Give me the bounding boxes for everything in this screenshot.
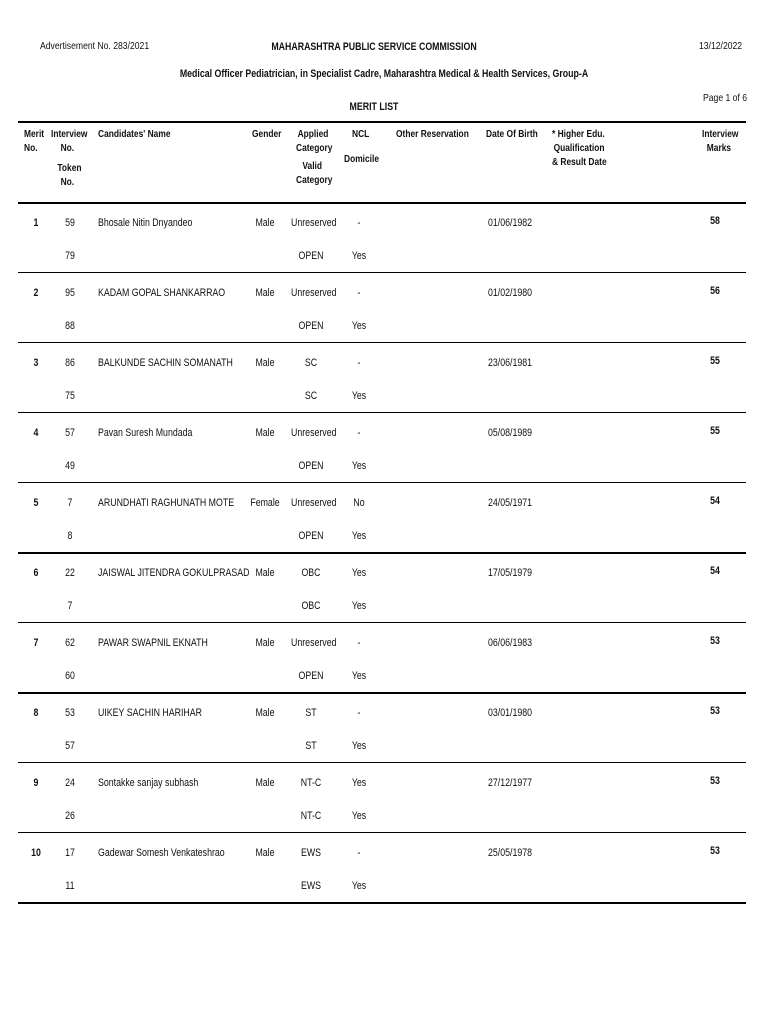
cell-name: Pavan Suresh Mundada bbox=[98, 427, 193, 439]
cell-merit: 5 bbox=[33, 497, 39, 509]
col-higher-line1: * Higher Edu. bbox=[552, 128, 605, 140]
cell-gender: Male bbox=[255, 217, 275, 229]
cell-domicile: Yes bbox=[351, 390, 367, 402]
cell-merit: 7 bbox=[33, 637, 39, 649]
cell-applied: ST bbox=[305, 707, 317, 719]
cell-dob: 23/06/1981 bbox=[487, 357, 533, 369]
cell-name: ARUNDHATI RAGHUNATH MOTE bbox=[98, 497, 235, 509]
cell-token: 26 bbox=[65, 810, 75, 822]
col-interview-line1: Interview bbox=[51, 128, 88, 140]
page-indicator: Page 1 of 6 bbox=[703, 92, 748, 104]
cell-domicile: Yes bbox=[351, 880, 367, 892]
cell-marks: 58 bbox=[710, 215, 720, 227]
document-date: 13/12/2022 bbox=[699, 40, 743, 52]
cell-gender: Male bbox=[255, 357, 275, 369]
cell-valid: SC bbox=[304, 390, 318, 402]
col-merit bbox=[24, 127, 44, 155]
row-divider bbox=[18, 692, 746, 694]
col-marks-line1: Interview bbox=[702, 128, 739, 140]
cell-interview: 95 bbox=[65, 287, 75, 299]
cell-domicile: Yes bbox=[351, 670, 367, 682]
row-divider bbox=[18, 482, 746, 483]
cell-name: UIKEY SACHIN HARIHAR bbox=[98, 707, 202, 719]
cell-interview: 57 bbox=[65, 427, 75, 439]
cell-applied: EWS bbox=[300, 847, 322, 859]
cell-name: PAWAR SWAPNIL EKNATH bbox=[98, 637, 208, 649]
cell-interview: 22 bbox=[65, 567, 75, 579]
col-domicile: Domicile bbox=[344, 153, 380, 165]
col-interview bbox=[51, 127, 87, 189]
row-divider bbox=[18, 622, 746, 623]
cell-ncl: - bbox=[357, 637, 361, 649]
cell-ncl: - bbox=[357, 217, 361, 229]
cell-valid: OPEN bbox=[298, 530, 324, 542]
cell-dob: 24/05/1971 bbox=[487, 497, 533, 509]
cell-name: Bhosale Nitin Dnyandeo bbox=[98, 217, 193, 229]
cell-gender: Male bbox=[255, 287, 275, 299]
row-divider bbox=[18, 272, 746, 273]
row-divider bbox=[18, 902, 746, 904]
cell-applied: NT-C bbox=[300, 777, 322, 789]
col-interview-marks bbox=[702, 127, 738, 155]
cell-valid: OPEN bbox=[298, 250, 324, 262]
cell-valid: OPEN bbox=[298, 320, 324, 332]
cell-merit: 6 bbox=[33, 567, 39, 579]
col-interview-line2: No. bbox=[60, 142, 75, 154]
col-merit-line1: Merit bbox=[24, 128, 45, 140]
row-divider bbox=[18, 342, 746, 343]
post-title: Medical Officer Pediatrician, in Specialist Cadre, Maharashtra Medical & Health Services, Group-A bbox=[179, 68, 589, 80]
header-bottom-rule bbox=[18, 202, 746, 204]
cell-ncl: - bbox=[357, 427, 361, 439]
col-applied-line2: Category bbox=[296, 142, 333, 154]
cell-domicile: Yes bbox=[351, 740, 367, 752]
cell-domicile: Yes bbox=[351, 320, 367, 332]
cell-gender: Female bbox=[250, 497, 280, 509]
cell-applied: Unreserved bbox=[291, 427, 337, 439]
cell-dob: 05/08/1989 bbox=[487, 427, 533, 439]
cell-token: 88 bbox=[65, 320, 75, 332]
cell-applied: Unreserved bbox=[291, 287, 337, 299]
cell-merit: 10 bbox=[31, 847, 41, 859]
col-marks-line2: Marks bbox=[706, 142, 732, 154]
cell-valid: ST bbox=[305, 740, 317, 752]
cell-valid: NT-C bbox=[300, 810, 322, 822]
col-applied bbox=[296, 127, 332, 187]
cell-dob: 27/12/1977 bbox=[487, 777, 533, 789]
cell-dob: 06/06/1983 bbox=[487, 637, 533, 649]
cell-applied: SC bbox=[304, 357, 318, 369]
cell-domicile: Yes bbox=[351, 250, 367, 262]
cell-domicile: Yes bbox=[351, 530, 367, 542]
cell-ncl: No bbox=[353, 497, 365, 509]
cell-merit: 9 bbox=[33, 777, 39, 789]
cell-token: 75 bbox=[65, 390, 75, 402]
cell-marks: 55 bbox=[710, 425, 720, 437]
cell-ncl: - bbox=[357, 357, 361, 369]
cell-dob: 17/05/1979 bbox=[487, 567, 533, 579]
row-divider bbox=[18, 762, 746, 763]
cell-token: 79 bbox=[65, 250, 75, 262]
col-valid-line2: Category bbox=[296, 174, 333, 186]
cell-dob: 01/02/1980 bbox=[487, 287, 533, 299]
cell-merit: 2 bbox=[33, 287, 39, 299]
cell-name: Sontakke sanjay subhash bbox=[98, 777, 199, 789]
merit-list-title: MERIT LIST bbox=[349, 101, 399, 113]
col-token-line1: Token bbox=[57, 162, 82, 174]
cell-ncl: Yes bbox=[351, 777, 367, 789]
cell-name: Gadewar Somesh Venkateshrao bbox=[98, 847, 225, 859]
cell-valid: OPEN bbox=[298, 670, 324, 682]
cell-valid: EWS bbox=[300, 880, 322, 892]
row-divider bbox=[18, 552, 746, 554]
cell-domicile: Yes bbox=[351, 810, 367, 822]
cell-name: BALKUNDE SACHIN SOMANATH bbox=[98, 357, 233, 369]
cell-applied: Unreserved bbox=[291, 497, 337, 509]
col-merit-line2: No. bbox=[24, 142, 38, 154]
table-top-rule bbox=[18, 121, 746, 123]
cell-gender: Male bbox=[255, 567, 275, 579]
cell-applied: Unreserved bbox=[291, 217, 337, 229]
cell-applied: OBC bbox=[301, 567, 321, 579]
cell-marks: 53 bbox=[710, 845, 720, 857]
row-divider bbox=[18, 412, 746, 413]
cell-interview: 62 bbox=[65, 637, 75, 649]
col-other-reservation: Other Reservation bbox=[396, 128, 469, 140]
col-higher-edu bbox=[552, 127, 607, 169]
cell-marks: 54 bbox=[710, 495, 720, 507]
col-higher-line2: Qualification bbox=[553, 142, 605, 154]
col-ncl: NCL bbox=[352, 128, 370, 140]
cell-marks: 53 bbox=[710, 705, 720, 717]
cell-valid: OPEN bbox=[298, 460, 324, 472]
cell-marks: 54 bbox=[710, 565, 720, 577]
cell-token: 7 bbox=[67, 600, 73, 612]
cell-domicile: Yes bbox=[351, 600, 367, 612]
cell-interview: 24 bbox=[65, 777, 75, 789]
cell-gender: Male bbox=[255, 847, 275, 859]
cell-gender: Male bbox=[255, 427, 275, 439]
col-date-of-birth: Date Of Birth bbox=[486, 128, 538, 140]
cell-valid: OBC bbox=[301, 600, 321, 612]
cell-merit: 4 bbox=[33, 427, 39, 439]
advertisement-number: Advertisement No. 283/2021 bbox=[40, 40, 150, 52]
cell-marks: 53 bbox=[710, 775, 720, 787]
cell-name: JAISWAL JITENDRA GOKULPRASAD bbox=[98, 567, 250, 579]
cell-name: KADAM GOPAL SHANKARRAO bbox=[98, 287, 226, 299]
cell-merit: 3 bbox=[33, 357, 39, 369]
col-gender: Gender bbox=[252, 128, 282, 140]
cell-interview: 7 bbox=[67, 497, 73, 509]
cell-interview: 86 bbox=[65, 357, 75, 369]
col-token-line2: No. bbox=[60, 176, 75, 188]
cell-gender: Male bbox=[255, 777, 275, 789]
cell-interview: 59 bbox=[65, 217, 75, 229]
col-applied-line1: Applied bbox=[297, 128, 329, 140]
cell-dob: 01/06/1982 bbox=[487, 217, 533, 229]
cell-domicile: Yes bbox=[351, 460, 367, 472]
cell-dob: 03/01/1980 bbox=[487, 707, 533, 719]
cell-token: 11 bbox=[65, 880, 75, 892]
commission-title: MAHARASHTRA PUBLIC SERVICE COMMISSION bbox=[271, 41, 477, 53]
cell-interview: 53 bbox=[65, 707, 75, 719]
cell-ncl: - bbox=[357, 287, 361, 299]
cell-token: 49 bbox=[65, 460, 75, 472]
cell-merit: 8 bbox=[33, 707, 39, 719]
cell-ncl: - bbox=[357, 707, 361, 719]
cell-marks: 53 bbox=[710, 635, 720, 647]
cell-applied: Unreserved bbox=[291, 637, 337, 649]
cell-marks: 56 bbox=[710, 285, 720, 297]
row-divider bbox=[18, 832, 746, 833]
cell-dob: 25/05/1978 bbox=[487, 847, 533, 859]
cell-marks: 55 bbox=[710, 355, 720, 367]
cell-ncl: - bbox=[357, 847, 361, 859]
cell-interview: 17 bbox=[65, 847, 75, 859]
cell-gender: Male bbox=[255, 707, 275, 719]
cell-gender: Male bbox=[255, 637, 275, 649]
col-name: Candidates' Name bbox=[98, 128, 171, 140]
cell-ncl: Yes bbox=[351, 567, 367, 579]
cell-merit: 1 bbox=[33, 217, 39, 229]
cell-token: 60 bbox=[65, 670, 75, 682]
col-valid-line1: Valid bbox=[302, 160, 323, 172]
col-higher-line3: & Result Date bbox=[552, 156, 607, 168]
cell-token: 57 bbox=[65, 740, 75, 752]
cell-token: 8 bbox=[67, 530, 73, 542]
